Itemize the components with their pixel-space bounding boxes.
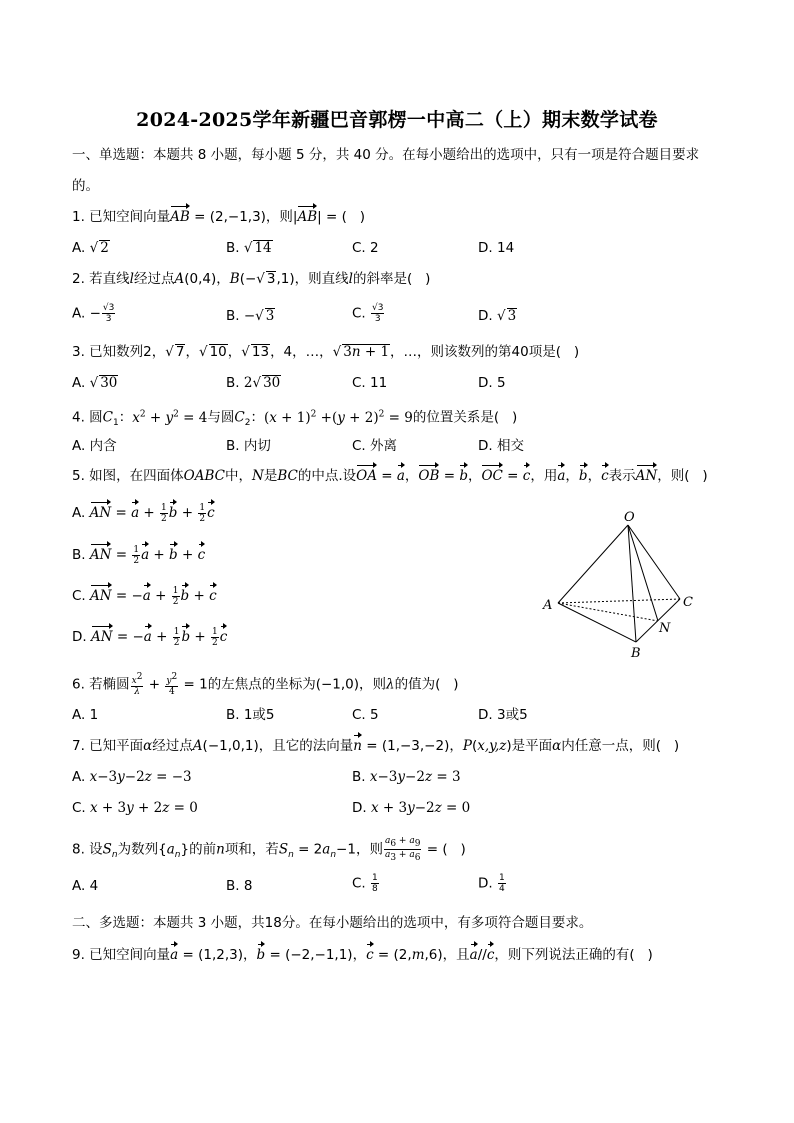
edge-ab xyxy=(558,603,636,642)
q7-option-d[interactable]: D. x + 3y−2z = 0 xyxy=(352,800,471,816)
q7-option-c[interactable]: C. x + 3y + 2z = 0 xyxy=(72,800,198,816)
q2-option-d[interactable]: D. √ 3 xyxy=(478,308,517,324)
q8-option-d[interactable]: D. $\frac{1}{4}$ xyxy=(478,873,505,894)
q8-option-a[interactable]: A. 4 xyxy=(72,878,99,894)
edge-ob xyxy=(628,525,636,642)
tetrahedron-figure xyxy=(535,505,710,660)
q1-option-b[interactable]: B. √ 14 xyxy=(226,240,272,256)
question-9: 9. 已知空间向量a = (1,2,3)，b = (−2,−1,1)，c = (2,m,6)，且a//c，则下列说法正确的有( ) xyxy=(72,947,653,963)
q2-option-c[interactable]: C. $\frac{√3}{3}$ xyxy=(352,303,384,324)
section1-heading: 一、单选题：本题共 8 小题，每小题 5 分，共 40 分。在每小题给出的选项中，只有一项是符合题目要求 xyxy=(72,147,700,163)
edge-oc xyxy=(628,525,680,599)
q3-option-c[interactable]: C. 11 xyxy=(352,375,388,391)
question-5: 5. 如图，在四面体OABC中，N是BC的中点.设OA = a，OB = b，OC = c，用a，b，c表示AN，则( ) xyxy=(72,468,708,484)
label-n: N xyxy=(659,621,671,636)
q2-option-a[interactable]: A. − $\frac{√3}{3}$ xyxy=(72,303,115,324)
q3-option-d[interactable]: D. 5 xyxy=(478,375,506,391)
q3-option-a[interactable]: A. √ 30 xyxy=(72,375,118,391)
q4-option-a[interactable]: A. 内含 xyxy=(72,438,117,454)
q4-option-c[interactable]: C. 外离 xyxy=(352,438,398,454)
question-4: 4. 圆$C_1$：$x^2 + y^2 = 4$与圆$C_2$：$(x + 1)^2 +(y + 2)^2 = 9$的位置关系是( ) xyxy=(72,409,518,429)
question-1: 1. 已知空间向量AB = (2,−1,3)，则|AB| = ( ) xyxy=(72,209,366,225)
question-2: 2. 若直线l经过点A(0,4)，B(−√ 3,1)，则直线l的斜率是( ) xyxy=(72,271,431,287)
section1-heading-cont: 的。 xyxy=(72,178,99,194)
q7-option-b[interactable]: B. x−3y−2z = 3 xyxy=(352,769,461,785)
q5-option-b[interactable]: B. AN = $\frac{1}{2}$ a + b + c xyxy=(72,545,206,566)
question-8: 8. 设$S_n$为数列$\{a_n\}$的前n项和，若$S_n = 2a_n-1$，则 $\frac{a_6 + a_9}{a_3 + a_6}$ = ( ) xyxy=(72,836,466,863)
q1-option-c[interactable]: C. 2 xyxy=(352,240,379,256)
edge-oa xyxy=(558,525,628,603)
q5-option-d[interactable]: D. AN = −a + $\frac{1}{2}$ b + $\frac{1}{2}$ c xyxy=(72,627,228,648)
q3-option-b[interactable]: B. 2√ 30 xyxy=(226,375,281,391)
section2-heading: 二、多选题：本题共 3 小题，共18分。在每小题给出的选项中，有多项符合题目要求。 xyxy=(72,915,593,931)
edge-on xyxy=(628,525,658,621)
q1-option-a[interactable]: A. √ 2 xyxy=(72,240,109,256)
q4-option-b[interactable]: B. 内切 xyxy=(226,438,271,454)
question-6: 6. 若椭圆 $\frac{x^2}{\lambda}$ + $\frac{y^2}{4}$ = 1的左焦点的坐标为(−1,0)，则λ的值为( ) xyxy=(72,672,459,697)
q6-option-a[interactable]: A. 1 xyxy=(72,707,99,723)
edge-ac xyxy=(558,599,680,603)
label-b: B xyxy=(631,646,641,660)
label-c: C xyxy=(683,595,693,610)
q6-option-b[interactable]: B. 1或5 xyxy=(226,707,275,723)
q6-option-d[interactable]: D. 3或5 xyxy=(478,707,528,723)
q4-option-d[interactable]: D. 相交 xyxy=(478,438,524,454)
q2-option-b[interactable]: B. −√ 3 xyxy=(226,308,275,324)
q5-option-c[interactable]: C. AN = −a + $\frac{1}{2}$ b + c xyxy=(72,586,217,607)
question-7: 7. 已知平面α经过点A(−1,0,1)，且它的法向量n = (1,−3,−2)，P(x,y,z)是平面α内任意一点，则( ) xyxy=(72,738,680,754)
q5-option-a[interactable]: A. AN = a + $\frac{1}{2}$ b + $\frac{1}{2}$ c xyxy=(72,503,215,524)
q7-option-a[interactable]: A. x−3y−2z = −3 xyxy=(72,769,192,785)
question-3: 3. 已知数列2，√ 7，√ 10，√ 13，4，…，√ 3n + 1，…，则该数列的第40项是( ) xyxy=(72,344,580,360)
label-a: A xyxy=(543,598,553,613)
q1-option-d[interactable]: D. 14 xyxy=(478,240,515,256)
q6-option-c[interactable]: C. 5 xyxy=(352,707,379,723)
exam-title: 2024-2025学年新疆巴音郭楞一中高二（上）期末数学试卷 xyxy=(136,109,658,131)
q8-option-c[interactable]: C. $\frac{1}{8}$ xyxy=(352,873,378,894)
q8-option-b[interactable]: B. 8 xyxy=(226,878,253,894)
label-o: O xyxy=(624,510,635,525)
edge-an xyxy=(558,603,658,621)
